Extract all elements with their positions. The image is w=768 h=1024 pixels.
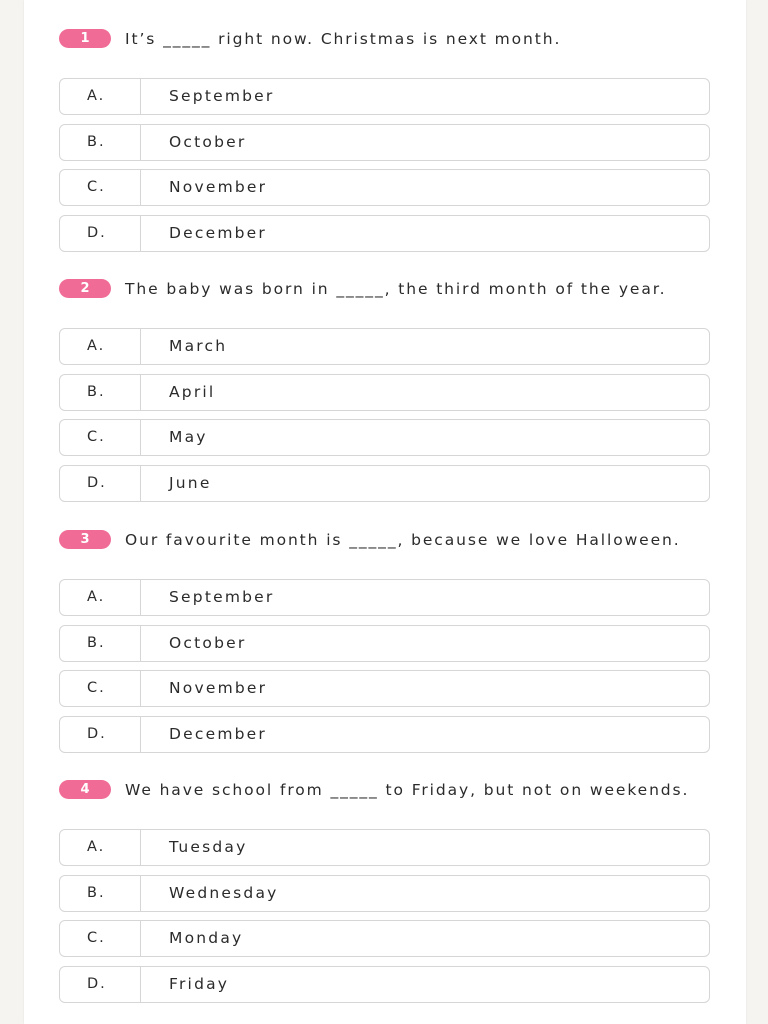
option-d[interactable] [59, 215, 710, 252]
option-letter: D. [60, 466, 141, 501]
option-letter: A. [60, 580, 141, 615]
answer-options [59, 328, 710, 510]
option-letter: B. [60, 375, 141, 410]
option-a[interactable] [59, 829, 710, 866]
question-number-badge: 4 [59, 780, 111, 799]
option-a[interactable] [59, 328, 710, 365]
option-letter: D. [60, 967, 141, 1002]
question-text [59, 531, 709, 551]
option-b[interactable] [59, 625, 710, 662]
option-c[interactable] [59, 670, 710, 707]
option-c[interactable] [59, 920, 710, 957]
option-c[interactable] [59, 419, 710, 456]
option-text: Wednesday [169, 883, 279, 902]
question-text [59, 781, 709, 801]
option-text: October [169, 132, 247, 151]
question-number-badge: 1 [59, 29, 111, 48]
option-text: October [169, 633, 247, 652]
answer-options [59, 829, 710, 1011]
option-letter: C. [60, 921, 141, 956]
question-prompt: Our favourite month is _____, because we love Halloween. [125, 531, 681, 549]
question-text [59, 280, 709, 300]
question-prompt: The baby was born in _____, the third month of the year. [125, 280, 667, 298]
option-text: September [169, 87, 275, 105]
option-text: September [169, 588, 275, 606]
option-letter: D. [60, 717, 141, 752]
option-b[interactable] [59, 124, 710, 161]
option-text: Monday [169, 929, 244, 947]
option-letter: A. [60, 79, 141, 114]
option-a[interactable] [59, 579, 710, 616]
option-text: December [169, 724, 267, 743]
option-letter: B. [60, 626, 141, 661]
option-d[interactable] [59, 465, 710, 502]
option-text: Tuesday [169, 838, 248, 856]
question-text [59, 30, 709, 50]
option-letter: C. [60, 420, 141, 455]
option-c[interactable] [59, 169, 710, 206]
option-letter: A. [60, 329, 141, 364]
option-d[interactable] [59, 966, 710, 1003]
answer-options [59, 78, 710, 260]
option-letter: C. [60, 170, 141, 205]
option-letter: B. [60, 125, 141, 160]
option-letter: C. [60, 671, 141, 706]
question-prompt: It’s _____ right now. Christmas is next month. [125, 30, 562, 48]
option-text: May [169, 428, 208, 446]
option-b[interactable] [59, 875, 710, 912]
option-letter: D. [60, 216, 141, 251]
question-number-badge: 2 [59, 279, 111, 298]
option-text: March [169, 337, 228, 355]
option-a[interactable] [59, 78, 710, 115]
option-text: November [169, 178, 268, 196]
option-d[interactable] [59, 716, 710, 753]
question-number-badge: 3 [59, 530, 111, 549]
option-text: November [169, 679, 268, 697]
option-text: December [169, 223, 267, 242]
question-prompt: We have school from _____ to Friday, but not on weekends. [125, 781, 690, 799]
option-text: April [169, 382, 216, 401]
option-text: June [169, 473, 212, 492]
option-letter: B. [60, 876, 141, 911]
option-text: Friday [169, 974, 230, 993]
answer-options [59, 579, 710, 761]
option-letter: A. [60, 830, 141, 865]
option-b[interactable] [59, 374, 710, 411]
worksheet-page [24, 0, 746, 1024]
